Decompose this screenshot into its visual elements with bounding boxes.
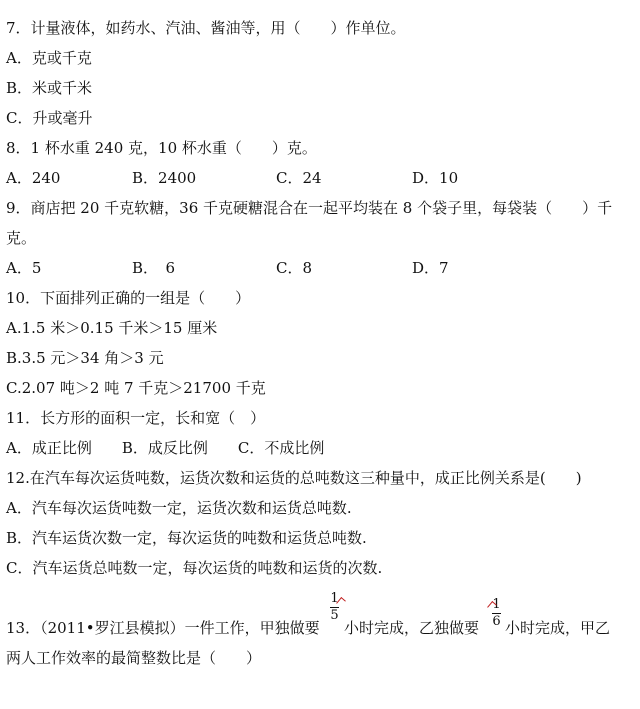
q10-option-c: C.2.07 吨＞2 吨 7 千克＞21700 千克 xyxy=(6,379,266,397)
q11-stem: 11．长方形的面积一定，长和宽（ ） xyxy=(6,409,266,427)
q11-options: A．成正比例 B．成反比例 C．不成比例 xyxy=(6,439,325,457)
q7-option-b: B．米或千米 xyxy=(6,79,93,97)
q8-stem: 8．1 杯水重 240 克，10 杯水重（ ）克。 xyxy=(6,139,317,157)
q7-option-c: C．升或毫升 xyxy=(6,109,93,127)
q8-option-b: B．2400 xyxy=(132,169,197,187)
q8-option-a: A．240 xyxy=(6,169,61,187)
q13-text-part1: 13．（2011•罗江县模拟）一件工作，甲独做要 xyxy=(6,619,320,637)
q9-option-a: A．5 xyxy=(6,259,42,277)
q13-fraction-2-denominator: 6 xyxy=(492,614,501,629)
q13-fraction-1-numerator: 1 xyxy=(330,591,339,606)
q10-option-a: A.1.5 米＞0.15 千米＞15 厘米 xyxy=(6,319,218,337)
q13-fraction-2-numerator: 1 xyxy=(492,597,501,612)
q9-option-b: B． 6 xyxy=(132,259,176,277)
q12-stem: 12.在汽车每次运货吨数，运货次数和运货的总吨数这三种量中，成正比例关系是( ) xyxy=(6,469,582,487)
q9-stem-line2: 克。 xyxy=(6,229,37,247)
q10-option-b: B.3.5 元＞34 角＞3 元 xyxy=(6,349,164,367)
q13-fraction-1 xyxy=(330,592,339,623)
q9-option-c: C．8 xyxy=(276,259,313,277)
q10-stem: 10．下面排列正确的一组是（ ） xyxy=(6,289,251,307)
q12-option-a: A．汽车每次运货吨数一定，运货次数和运货总吨数. xyxy=(6,499,352,517)
q7-stem: 7．计量液体，如药水、汽油、酱油等，用（ ）作单位。 xyxy=(6,19,406,37)
q9-stem-line1: 9．商店把 20 千克软糖，36 千克硬糖混合在一起平均装在 8 个袋子里，每袋装（ ）千 xyxy=(6,199,613,217)
q9-option-d: D．7 xyxy=(412,259,449,277)
q13-fraction-1-denominator: 5 xyxy=(330,608,339,623)
q13-text-part3: 小时完成，甲乙 xyxy=(505,619,611,637)
q8-option-d: D．10 xyxy=(412,169,459,187)
q12-option-b: B．汽车运货次数一定，每次运货的吨数和运货总吨数. xyxy=(6,529,367,547)
q7-option-a: A．克或千克 xyxy=(6,49,92,67)
q13-text-part2: 小时完成，乙独做要 xyxy=(344,619,480,637)
q13-line2: 两人工作效率的最简整数比是（ ） xyxy=(6,649,262,667)
q8-option-c: C．24 xyxy=(276,169,322,187)
q12-option-c: C．汽车运货总吨数一定，每次运货的吨数和运货的次数. xyxy=(6,559,383,577)
